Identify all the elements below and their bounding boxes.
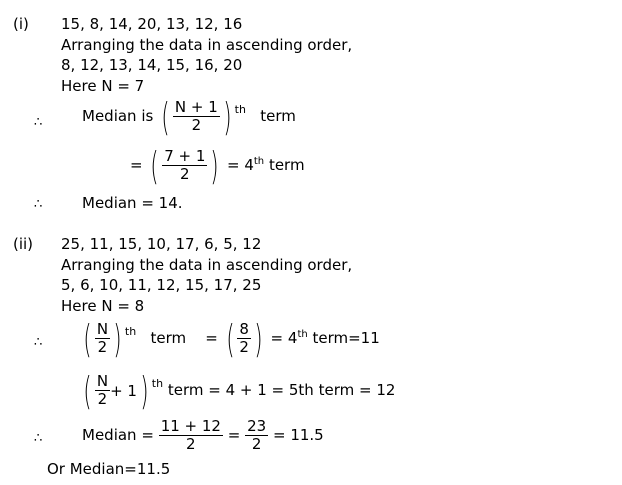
or-median: Or Median=11.5 [47, 460, 171, 478]
part-ii-here-n: Here N = 8 [61, 297, 145, 315]
therefore-symbol: ∴ [34, 115, 43, 130]
fraction-23-over-2: $\frac{23}{2}$ [247, 417, 267, 453]
part-i-label: (i) [13, 15, 29, 33]
therefore-symbol: ∴ [34, 335, 43, 350]
therefore-symbol: ∴ [34, 431, 43, 446]
part-i-here-n: Here N = 7 [61, 77, 145, 95]
fraction-11-plus-12-over-2: $\frac{11 + 12}{2}$ [160, 417, 221, 453]
part-ii-arranging: Arranging the data in ascending order, [61, 256, 353, 274]
median-calc-row-ii: Median = $\frac{11 + 12}{2}$ = $\frac{23}{2}$ = 11.5 [82, 417, 324, 453]
median-calc-row: = ( $\frac{7 + 1}{2}$ ) = 4th term [130, 143, 305, 188]
therefore-symbol: ∴ [34, 197, 43, 212]
part-ii-sorted: 5, 6, 10, 11, 12, 15, 17, 25 [61, 276, 262, 294]
part-i-arranging: Arranging the data in ascending order, [61, 36, 353, 54]
n-over-2-row: ( $\frac{N}{2}$ ) $^{th}$ term = ( $\frac{8}{2}$ ) = 4th term=11 [80, 318, 380, 361]
fraction-n-over-2-plus-1: ( $\frac{N}{2}$ + 1 ) [83, 368, 149, 413]
part-i-data: 15, 8, 14, 20, 13, 12, 16 [61, 15, 243, 33]
fraction-7-plus-1-over-2: ( $\frac{7 + 1}{2}$ ) [150, 143, 219, 188]
median-result: Median = 14. [82, 194, 183, 212]
fraction-n-over-2: ( $\frac{N}{2}$ ) [83, 316, 122, 361]
part-ii-data: 25, 11, 15, 10, 17, 6, 5, 12 [61, 235, 262, 253]
median-formula-row: Median is ( $\frac{N + 1}{2}$ ) $^{th}$ term [82, 94, 296, 139]
fraction-8-over-2: ( $\frac{8}{2}$ ) [225, 316, 263, 361]
median-is-text: Median is [82, 107, 154, 125]
part-i-sorted: 8, 12, 13, 14, 15, 16, 20 [61, 56, 243, 74]
part-ii-label: (ii) [13, 235, 34, 253]
n-over-2-plus-1-row: ( $\frac{N}{2}$ + 1 ) $^{th}$ term = 4 + 1 = 5th term = 12 [80, 370, 395, 411]
fraction-n-plus-1-over-2: ( $\frac{N + 1}{2}$ ) [161, 94, 232, 139]
